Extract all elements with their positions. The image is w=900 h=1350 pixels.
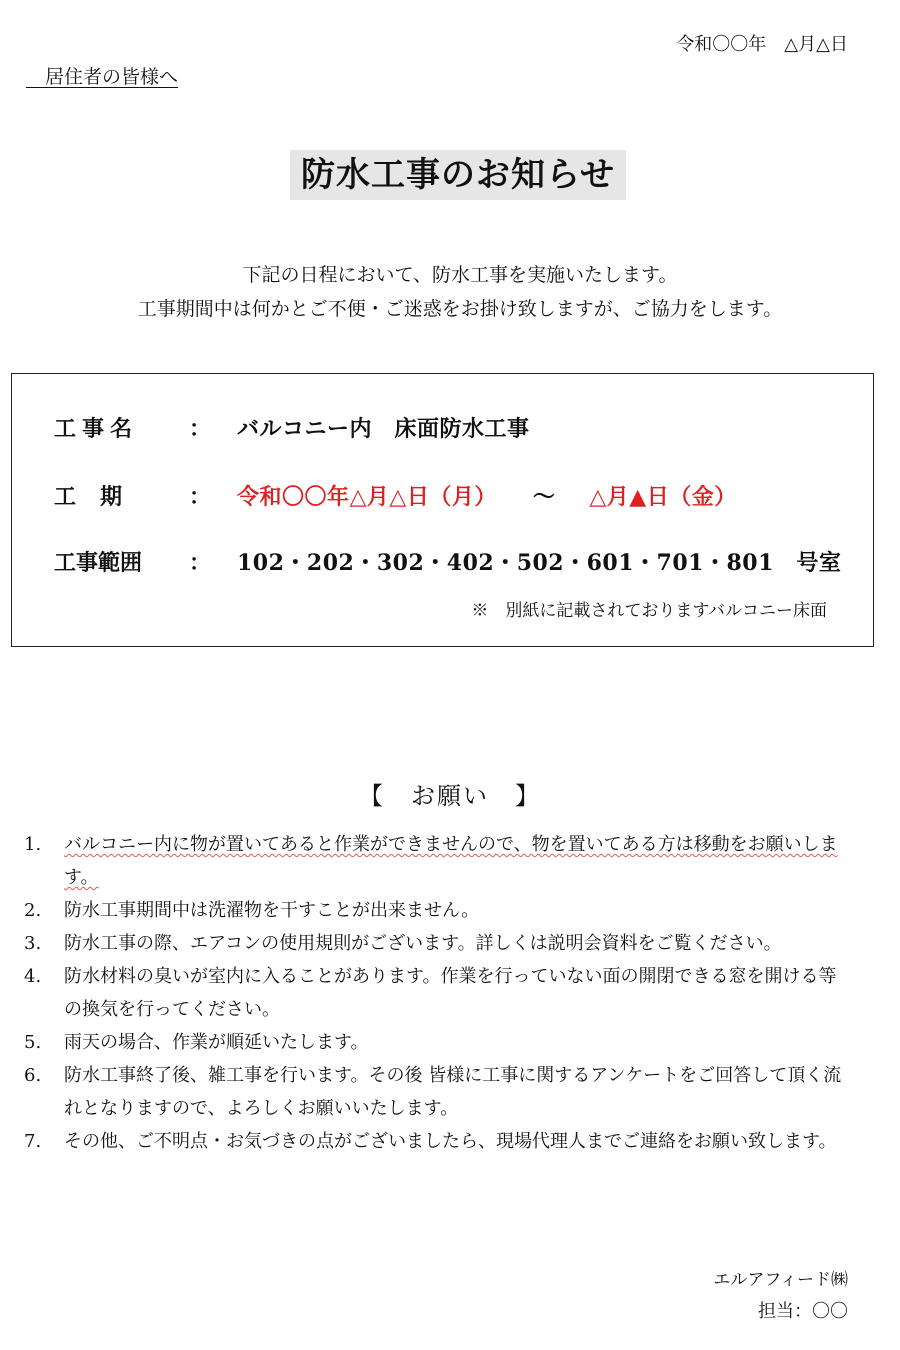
item-number: 3. xyxy=(24,933,42,954)
item-number: 1. xyxy=(24,834,42,855)
company-name: エルアフィード㈱ xyxy=(713,1270,848,1290)
construction-name-row xyxy=(54,412,530,443)
scope-note: ※ 別紙に記載されておりますバルコニー床面 xyxy=(471,601,827,621)
construction-period-label: 工期 xyxy=(54,484,147,510)
colon: ： xyxy=(189,416,212,442)
item-number: 6. xyxy=(24,1065,42,1086)
item-text: その他、ご不明点・お気づきの点がございましたら、現場代理人までご連絡をお願い致します。 xyxy=(64,1131,837,1152)
requests-list xyxy=(24,828,854,1158)
item-text: 雨天の場合、作業が順延いたします。 xyxy=(64,1032,369,1053)
notice-title: 防水工事のお知らせ xyxy=(290,150,626,200)
item-number: 4. xyxy=(24,966,42,987)
list-item xyxy=(24,1125,854,1158)
intro-line-2: 工事期間中は何かとご不便・ご迷惑をお掛け致しますが、ご協力をします。 xyxy=(137,298,783,320)
list-item xyxy=(24,1026,854,1059)
construction-name-label: 工事名 xyxy=(54,416,139,442)
construction-details-box xyxy=(11,373,874,647)
period-tilde: 〜 xyxy=(532,484,556,510)
list-item xyxy=(24,1059,854,1125)
addressee: 居住者の皆様へ xyxy=(26,66,179,88)
colon: ： xyxy=(189,550,212,576)
item-text: 防水工事終了後、雑工事を行います。その後 皆様に工事に関するアンケートをご回答して頂く流れとなりますので、よろしくお願いいたします。 xyxy=(64,1065,842,1119)
intro-line-1: 下記の日程において、防水工事を実施いたします。 xyxy=(242,264,678,286)
colon: ： xyxy=(189,484,212,510)
construction-period-row xyxy=(54,480,737,511)
item-number: 7. xyxy=(24,1131,42,1152)
list-item xyxy=(24,960,854,1026)
list-item xyxy=(24,828,854,894)
contact-person: 担当：〇〇 xyxy=(758,1301,848,1322)
item-number: 5. xyxy=(24,1032,42,1053)
list-item xyxy=(24,894,854,927)
construction-scope-label: 工事範囲 xyxy=(54,550,143,576)
item-text: 防水材料の臭いが室内に入ることがあります。作業を行っていない面の開閉できる窓を開ける等の換気を行ってください。 xyxy=(64,966,837,1020)
item-text: 防水工事期間中は洗濯物を干すことが出来ません。 xyxy=(64,900,480,921)
period-start: 令和〇〇年△月△日（月） xyxy=(237,484,497,510)
construction-scope-row xyxy=(54,546,841,577)
item-number: 2. xyxy=(24,900,42,921)
construction-name-value: バルコニー内 床面防水工事 xyxy=(237,416,530,442)
construction-scope-value: 102・202・302・402・502・601・701・801 号室 xyxy=(237,550,842,576)
period-end: △月▲日（金） xyxy=(589,484,737,510)
intro-text xyxy=(0,258,900,326)
item-text: 防水工事の際、エアコンの使用規則がございます。詳しくは説明会資料をご覧ください。 xyxy=(64,933,782,954)
item-text: バルコニー内に物が置いてあると作業ができませんので、物を置いてある方は移動をお願いします。 xyxy=(64,834,838,888)
requests-heading: 【 お願い 】 xyxy=(359,782,541,810)
document-date: 令和〇〇年 △月△日 xyxy=(676,34,848,55)
list-item xyxy=(24,927,854,960)
